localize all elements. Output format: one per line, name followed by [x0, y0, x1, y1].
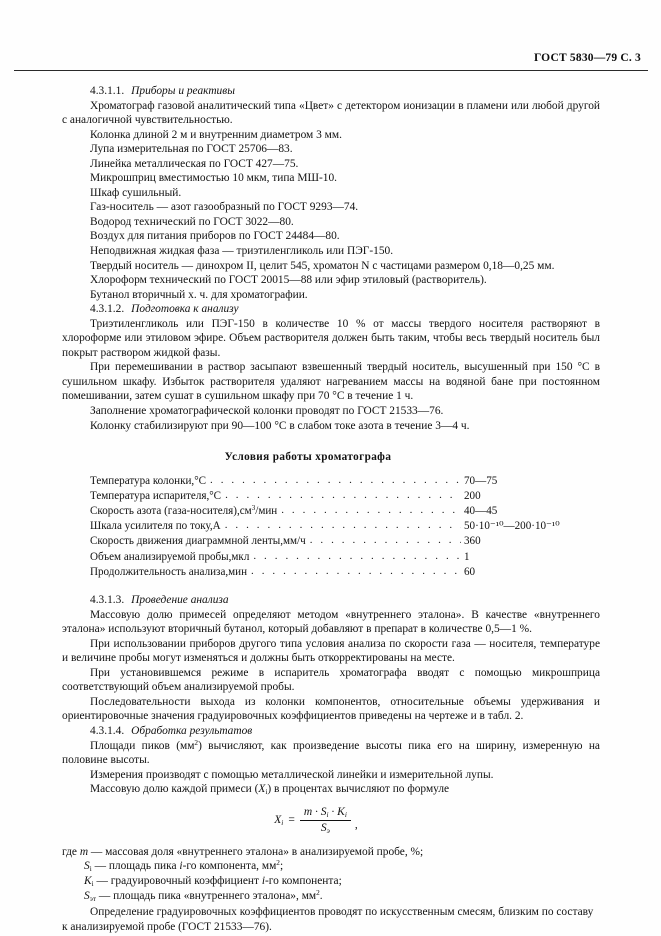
- paragraph: Воздух для питания приборов по ГОСТ 24484—80.: [90, 230, 340, 243]
- where-text: — массовая доля «внутреннего эталона» в анализируемой пробе, %;: [88, 845, 424, 858]
- symbol-subscript: эт: [89, 895, 97, 904]
- clause-heading-4-3-1-3: [62, 593, 600, 608]
- denominator-symbol: S: [320, 821, 327, 834]
- symbol-x: X: [258, 783, 266, 796]
- unit-superscript: 2: [276, 859, 280, 868]
- index-letter: i: [261, 875, 265, 888]
- label-tail: /мин: [255, 505, 278, 518]
- symbol-subscript: i: [265, 788, 268, 797]
- label-text: Скорость азота (газа-носителя),см: [90, 505, 252, 518]
- paragraph-formula-lead: [62, 782, 600, 797]
- dot-leader: [310, 533, 461, 548]
- paragraph: Хлороформ технический по ГОСТ 20015—88 или эфир этиловый (растворитель).: [90, 274, 487, 287]
- paragraph: Триэтиленгликоль или ПЭГ-150 в количестве 10 % от массы твердого носителя растворяют в хлороформе или этиловом эфире. Объем растворителя должен быть таким, чтобы весь твердый носитель был покрыт раствором жидкой фазы.: [62, 317, 600, 359]
- definition-text: — площадь пика «внутреннего эталона», мм: [96, 890, 317, 903]
- paragraph: Газ-носитель — азот газообразный по ГОСТ 9293—74.: [90, 201, 359, 214]
- conditions-row: [90, 534, 576, 549]
- conditions-label: [90, 504, 277, 519]
- paragraph: При установившемся режиме в испаритель хроматографа вводят с помощью микрошприца соответствующий объем анализируемой пробы.: [62, 666, 600, 694]
- index-letter: i: [179, 860, 183, 873]
- clause-title: Обработка результатов: [131, 725, 253, 738]
- text-before: Массовую долю каждой примеси (: [90, 783, 259, 796]
- paragraph: Лупа измерительная по ГОСТ 25706—83.: [90, 143, 293, 156]
- running-head: ГОСТ 5830—79 С. 3: [533, 52, 641, 64]
- conditions-row: [90, 489, 576, 504]
- paragraph: Заполнение хроматографической колонки проводят по ГОСТ 21533—76.: [90, 405, 444, 418]
- label-tail: °С: [209, 489, 222, 502]
- clause-heading-4-3-1-2: [62, 302, 600, 317]
- conditions-heading: Условия работы хроматографа: [224, 451, 392, 464]
- conditions-row: [90, 519, 576, 534]
- definition-tail: ;: [279, 860, 284, 873]
- lhs-subscript: i: [281, 817, 284, 827]
- fraction-denominator: [300, 820, 351, 835]
- label-sup: 3: [251, 504, 256, 513]
- paragraph: Водород технический по ГОСТ 3022—80.: [90, 215, 294, 228]
- conditions-row: [90, 550, 576, 565]
- conditions-row: [90, 474, 576, 489]
- clause-heading-4-3-1-4: [62, 724, 600, 739]
- conditions-label: [90, 519, 221, 534]
- symbol-k: K: [84, 875, 92, 888]
- definition-text-2: -го компонента, мм: [182, 860, 277, 873]
- symbol-definition: [62, 874, 600, 889]
- clause-number: 4.3.1.3.: [90, 594, 125, 607]
- numerator-part2: · K: [328, 805, 345, 818]
- definition-text: — градуировочный коэффициент: [93, 875, 262, 888]
- dot-leader: [253, 549, 461, 564]
- conditions-value: 200: [464, 489, 481, 502]
- paragraph: Массовую долю примесей определяют методом «внутреннего эталона». В качестве «внутреннего эталона» используют вторичный бутанол, который добавляют в препарат в количестве 0,5—1 %.: [62, 608, 600, 636]
- label-text: Температура испарителя,: [90, 489, 210, 502]
- numerator-part1: m · S: [303, 805, 327, 818]
- conditions-label: [90, 550, 249, 565]
- conditions-label: [90, 534, 306, 549]
- paragraph: Измерения производят с помощью металлической линейки и измерительной лупы.: [90, 768, 494, 781]
- conditions-list: [90, 474, 576, 580]
- paragraph: При использовании приборов другого типа условия анализа по скорости газа — носителя, температуре и величине пробы могут изменяться и должны быть откорректированы на месте.: [62, 637, 600, 665]
- paragraph: При перемешивании в раствор засыпают взвешенный твердый носитель, высушенный при 150 °С в сушильном шкафу. Избыток растворителя удаляют нагреванием массы на водяной бане при постоянном помешивании, затем сушат в сушильном шкафу при 70 °С в течение 1 ч.: [62, 361, 600, 403]
- formula-block: [62, 806, 600, 835]
- dot-leader: [251, 564, 461, 579]
- paragraph: Микрошприц вместимостью 10 мкм, типа МШ-10.: [90, 172, 337, 185]
- equals-sign: =: [288, 813, 295, 826]
- label-tail: °С: [194, 474, 207, 487]
- clause-number: 4.3.1.4.: [90, 725, 125, 738]
- conditions-value: 60: [464, 565, 476, 578]
- fraction-numerator: [300, 806, 351, 820]
- clause-number: 4.3.1.2.: [90, 303, 125, 316]
- conditions-value: 70—75: [464, 474, 498, 487]
- dot-leader: [225, 518, 461, 533]
- label-text: Температура колонки,: [90, 474, 195, 487]
- paragraph: Неподвижная жидкая фаза — триэтиленгликоль или ПЭГ-150.: [90, 245, 394, 258]
- conditions-label: [90, 565, 247, 580]
- clause-title: Подготовка к анализу: [131, 303, 239, 316]
- text-before: Площади пиков (мм: [90, 739, 195, 752]
- numerator-sub2: i: [344, 809, 347, 819]
- symbol-subscript: i: [91, 880, 94, 889]
- header-rule: [14, 70, 648, 71]
- definition-text: — площадь пика: [91, 860, 180, 873]
- where-lead: где: [62, 845, 80, 858]
- symbol-definition: [62, 859, 600, 874]
- dot-leader: [225, 488, 461, 503]
- text-after: ) в процентах вычисляют по формуле: [267, 783, 450, 796]
- formula-expression: [274, 806, 358, 835]
- unit-superscript: 2: [316, 889, 320, 898]
- conditions-label: [90, 489, 221, 504]
- paragraph-final: Определение градуировочных коэффициентов проводят по искусственным смесям, близким по составу к анализируемой пробе (ГОСТ 21533—76).: [62, 906, 594, 933]
- clause-heading-4-3-1-1: [62, 84, 600, 99]
- conditions-label: [90, 474, 206, 489]
- paragraph: Линейка металлическая по ГОСТ 427—75.: [90, 157, 299, 170]
- clause-title: Приборы и реактивы: [131, 85, 235, 97]
- dot-leader: [281, 503, 461, 518]
- clause-number: 4.3.1.1.: [90, 85, 125, 97]
- paragraph: Последовательности выхода из колонки компонентов, относительные объемы удерживания и ориентировочные значения градуировочных коэффициентов приведены на чертеже и в табл. 2.: [62, 695, 600, 723]
- paragraph: Хроматограф газовой аналитический типа «Цвет» с детектором ионизации в пламени или любой другой с аналогичной чувствительностью.: [62, 99, 600, 127]
- definition-text-2: -го компонента;: [265, 875, 342, 888]
- numerator-sub1: i: [326, 809, 329, 819]
- symbol-s: S: [84, 860, 90, 873]
- conditions-value: 1: [464, 550, 470, 563]
- formula-trailing-comma: ,: [354, 818, 358, 831]
- symbol-definition: [62, 889, 600, 904]
- conditions-value: 50·10⁻¹⁰—200·10⁻¹⁰: [464, 520, 560, 533]
- conditions-value: 360: [464, 535, 481, 548]
- paragraph: Твердый носитель — динохром II, целит 545, хроматон N с частицами размером 0,18—0,25 мм.: [90, 259, 555, 272]
- text-after: ) вычисляют, как произведение высоты пика его на ширину, измеренную на половине высоты.: [62, 739, 600, 767]
- label-text: Продолжительность анализа,мин: [90, 565, 248, 578]
- paragraph: Бутанол вторичный х. ч. для хроматографии.: [90, 288, 308, 301]
- paragraph: Колонку стабилизируют при 90—100 °С в слабом токе азота в течение 3—4 ч.: [90, 419, 470, 432]
- document-body-column: [62, 84, 600, 934]
- superscript: 2: [194, 738, 199, 747]
- label-text: Скорость движения диаграммной ленты,мм/ч: [90, 535, 306, 548]
- fraction: [300, 806, 351, 835]
- paragraph-peak-area: [62, 739, 600, 768]
- denominator-subscript: э: [326, 825, 330, 835]
- dot-leader: [210, 473, 461, 488]
- paragraph: Шкаф сушильный.: [90, 186, 182, 199]
- symbol-subscript: i: [89, 865, 92, 874]
- formula-lhs: [274, 813, 283, 828]
- label-text: Шкала усилителя по току,А: [90, 520, 221, 533]
- symbol-definition-list: [62, 845, 600, 905]
- conditions-row: [90, 565, 576, 580]
- label-text: Объем анализируемой пробы,мкл: [90, 550, 250, 563]
- conditions-value: 40—45: [464, 505, 498, 518]
- symbol-s-et: S: [84, 890, 90, 903]
- lhs-symbol: X: [274, 813, 282, 826]
- conditions-row: [90, 504, 576, 519]
- symbol-m: m: [79, 845, 89, 858]
- paragraph: Колонка длиной 2 м и внутренним диаметром 3 мм.: [90, 128, 342, 141]
- clause-title: Проведение анализа: [131, 594, 229, 607]
- definition-tail: .: [319, 890, 323, 903]
- where-intro: [62, 845, 600, 860]
